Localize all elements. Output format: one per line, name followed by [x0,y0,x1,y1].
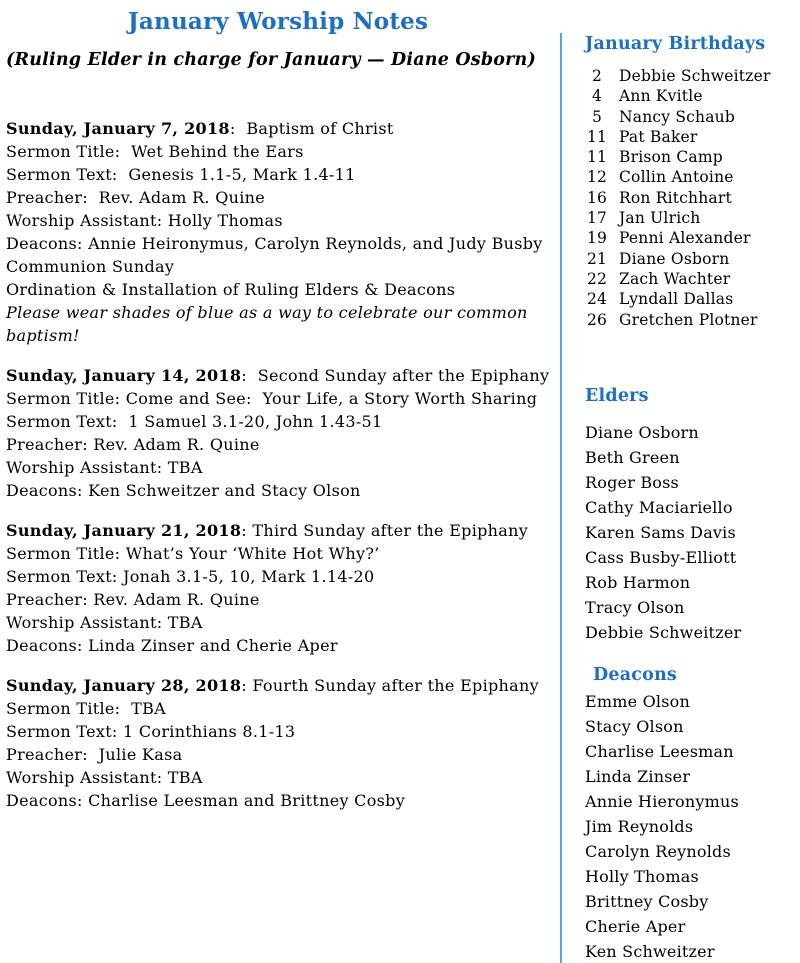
service-detail-line: Sermon Title: Wet Behind the Ears [6,142,304,161]
service-detail-line: Sermon Title: What’s Your ‘White Hot Why?’ [6,544,380,563]
deacon-name: Cherie Aper [585,916,686,936]
birthday-day: 12 [586,168,608,187]
deacon-name: Holly Thomas [585,866,699,886]
service-detail-line: Preacher: Rev. Adam R. Quine [6,435,260,454]
service-detail-line: Sermon Title: Come and See: Your Life, a Story Worth Sharing [6,389,538,408]
birthday-day: 5 [591,107,603,126]
birthday-row [585,249,797,269]
service-detail-line: Worship Assistant: TBA [6,768,203,787]
deacon-name: Linda Zinser [585,766,691,786]
birthday-row [585,66,797,86]
birthday-day: 11 [586,127,608,146]
birthday-name: Ron Ritchhart [619,188,732,207]
birthday-day: 17 [586,209,608,228]
service-detail-line: Sermon Text: Jonah 3.1-5, 10, Mark 1.14-20 [6,567,375,586]
deacon-name: Carolyn Reynolds [585,841,731,861]
sidebar [585,0,797,963]
service-date: Sunday, January 28, 2018 [6,676,242,695]
birthday-name: Ann Kvitle [619,87,703,106]
service-detail-line: Deacons: Ken Schweitzer and Stacy Olson [6,481,361,500]
service-entry [6,364,550,502]
birthday-row [585,289,797,309]
birthday-name: Lyndall Dallas [619,290,734,309]
elder-name: Roger Boss [585,472,679,492]
elder-name: Tracy Olson [585,597,685,617]
birthday-row [585,228,797,248]
service-entry [6,117,550,347]
service-detail-line: Deacons: Linda Zinser and Cherie Aper [6,636,338,655]
service-date-line [6,674,550,697]
birthday-name: Zach Wachter [619,269,731,288]
service-date: Sunday, January 14, 2018 [6,366,242,385]
birthday-day: 11 [586,148,608,167]
birthday-row [585,310,797,330]
birthday-name: Jan Ulrich [619,209,701,228]
service-detail-line: Preacher: Rev. Adam R. Quine [6,590,260,609]
service-detail-line: Ordination & Installation of Ruling Elders & Deacons [6,280,456,299]
birthday-day: 16 [586,188,608,207]
deacon-name: Brittney Cosby [585,891,709,911]
birthday-name: Pat Baker [619,127,698,146]
birthday-name: Diane Osborn [619,249,730,268]
main-column [6,0,550,829]
service-detail-line: Deacons: Annie Heironymus, Carolyn Reynolds, and Judy Busby [6,234,543,253]
elder-name: Cathy Maciariello [585,497,733,517]
elder-name: Rob Harmon [585,572,691,592]
birthday-day: 24 [586,290,608,309]
birthdays-list [585,66,797,330]
birthday-day: 2 [591,67,603,85]
birthday-name: Collin Antoine [619,168,734,187]
service-occasion: : Baptism of Christ [229,119,394,138]
vertical-divider [560,33,562,963]
service-detail-line: Sermon Text: 1 Corinthians 8.1-13 [6,722,296,741]
ruling-elder-subtitle: (Ruling Elder in charge for January — Diane Osborn) [6,50,536,70]
service-detail-line: Sermon Title: TBA [6,699,167,718]
service-detail-line: Sermon Text: Genesis 1.1-5, Mark 1.4-11 [6,165,356,184]
service-detail-line: Worship Assistant: TBA [6,613,203,632]
service-detail-line: Preacher: Julie Kasa [6,745,183,764]
service-entry [6,674,550,812]
deacon-name: Annie Hieronymus [585,791,739,811]
service-detail-line: Deacons: Charlise Leesman and Brittney Cosby [6,791,406,810]
page-title: January Worship Notes [127,8,429,35]
birthday-row [585,208,797,228]
birthday-day: 21 [586,249,608,268]
birthday-day: 4 [591,87,603,106]
elder-name: Beth Green [585,447,680,467]
elder-name: Diane Osborn [585,422,699,442]
birthday-name: Nancy Schaub [619,107,735,126]
deacon-name: Ken Schweitzer [585,941,715,961]
birthday-name: Gretchen Plotner [619,310,758,329]
birthday-row [585,127,797,147]
birthday-day: 19 [586,229,608,248]
service-detail-line: Communion Sunday [6,257,175,276]
birthday-row [585,269,797,289]
deacons-list [585,689,797,963]
deacons-heading: Deacons [593,664,677,685]
service-date-line [6,117,550,140]
elder-name: Debbie Schweitzer [585,622,742,642]
birthday-row [585,188,797,208]
services-list [6,117,550,812]
birthday-name: Brison Camp [619,148,723,167]
service-date-line [6,519,550,542]
service-detail-line: Preacher: Rev. Adam R. Quine [6,188,266,207]
service-date: Sunday, January 7, 2018 [6,119,230,138]
service-date: Sunday, January 21, 2018 [6,521,242,540]
elder-name: Karen Sams Davis [585,522,736,542]
elders-heading: Elders [585,385,649,406]
service-entry [6,519,550,657]
birthdays-heading: January Birthdays [585,34,766,54]
deacon-name: Charlise Leesman [585,741,734,761]
service-occasion: : Third Sunday after the Epiphany [241,521,529,540]
service-note: Please wear shades of blue as a way to celebrate our common baptism! [6,303,534,345]
birthday-name: Penni Alexander [619,229,751,248]
birthday-day: 26 [586,310,608,329]
birthday-row [585,107,797,127]
service-detail-line: Worship Assistant: Holly Thomas [6,211,283,230]
deacon-name: Emme Olson [585,691,690,711]
deacon-name: Stacy Olson [585,716,684,736]
deacon-name: Jim Reynolds [585,816,694,836]
service-detail-line: Worship Assistant: TBA [6,458,203,477]
service-date-line [6,364,550,387]
service-occasion: : Fourth Sunday after the Epiphany [241,676,539,695]
birthday-row [585,147,797,167]
elder-name: Cass Busby-Elliott [585,547,737,567]
elders-list [585,420,797,645]
birthday-row [585,86,797,106]
birthday-row [585,167,797,187]
service-occasion: : Second Sunday after the Epiphany [241,366,550,385]
birthday-day: 22 [586,269,608,288]
birthday-name: Debbie Schweitzer [619,67,771,85]
service-detail-line: Sermon Text: 1 Samuel 3.1-20, John 1.43-51 [6,412,383,431]
